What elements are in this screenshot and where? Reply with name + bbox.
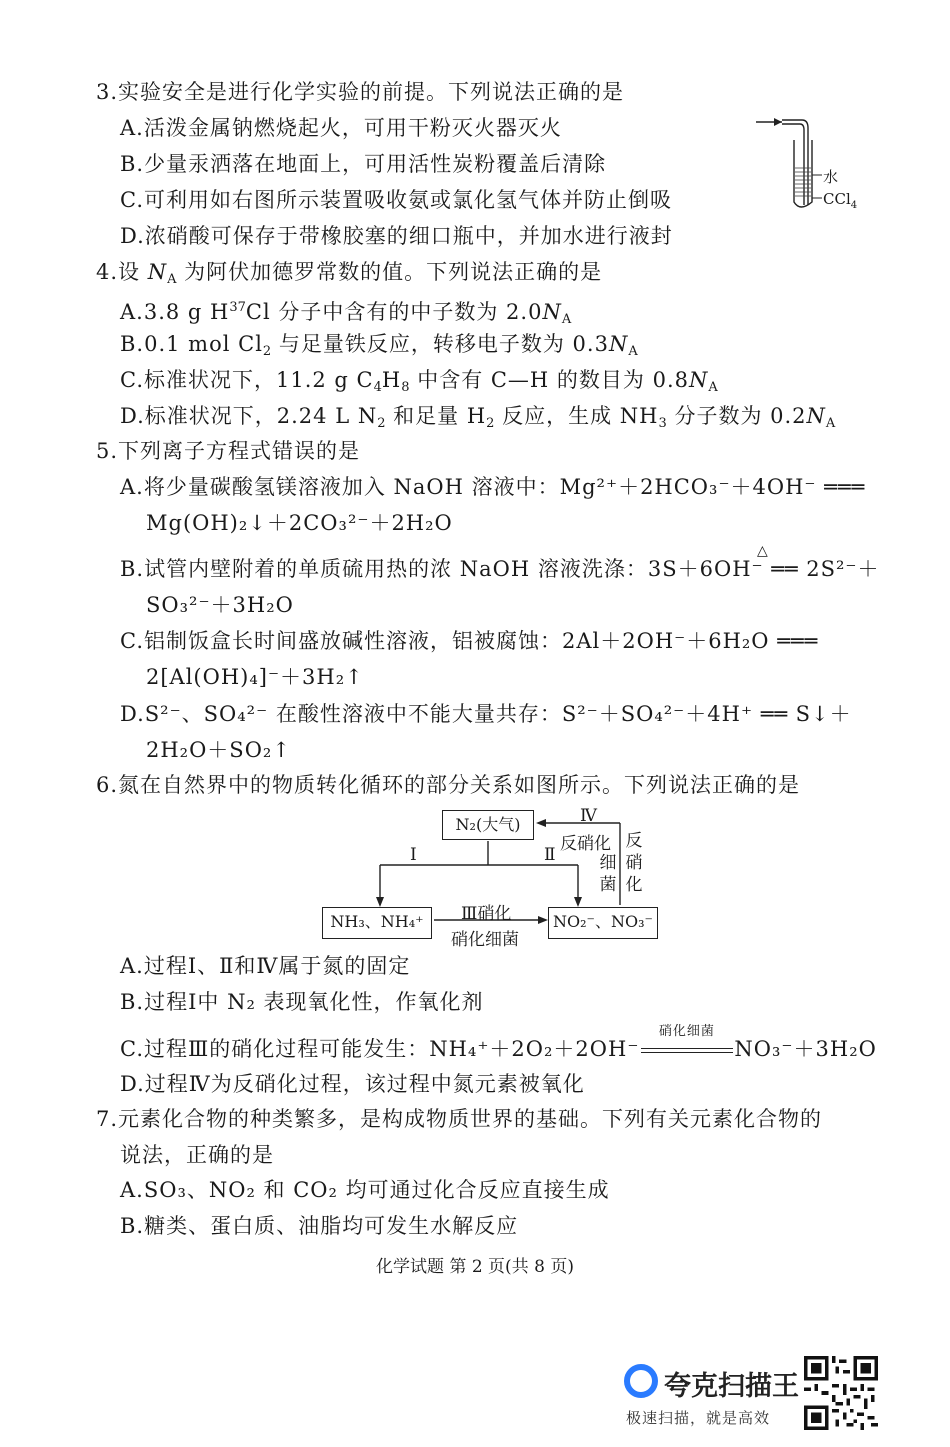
label-water: 水: [823, 168, 839, 186]
label-denitrification-vertical: 反硝化: [625, 831, 643, 895]
watermark-brand: 夸克扫描王: [664, 1371, 799, 1402]
q5-option-d-line1: D.S²⁻、SO₄²⁻ 在酸性溶液中不能大量共存：S²⁻＋SO₄²⁻＋4H⁺ ══ S↓＋: [120, 702, 852, 726]
label-process-i: Ⅰ: [410, 845, 417, 865]
q5-option-a-line1: A.将少量碳酸氢镁溶液加入 NaOH 溶液中：Mg²⁺＋2HCO₃⁻＋4OH⁻ ═══: [120, 475, 866, 499]
label-nitrifying-bacteria: 硝化细菌: [451, 930, 519, 950]
watermark-slogan: 极速扫描，就是高效: [626, 1409, 771, 1427]
q6-option-c: C.过程Ⅲ的硝化过程可能发生：NH₄⁺＋2O₂＋2OH⁻ 硝化细菌 NO₃⁻＋3H₂O: [120, 1024, 877, 1061]
q5-option-d-line2: 2H₂O＋SO₂↑: [146, 738, 291, 762]
label-process-iii: Ⅲ硝化: [461, 904, 512, 924]
scanner-logo-icon: [624, 1364, 658, 1398]
q6-stem: 6.氮在自然界中的物质转化循环的部分关系如图所示。下列说法正确的是: [96, 773, 801, 797]
box-no: NO₂⁻、NO₃⁻: [548, 907, 658, 939]
label-process-ii: Ⅱ: [544, 845, 556, 865]
q6-option-b: B.过程Ⅰ中 N₂ 表现氧化性，作氧化剂: [120, 990, 484, 1014]
label-bacteria: 细菌: [599, 853, 617, 895]
reaction-arrow: 硝化细菌: [639, 1036, 734, 1062]
qr-code-icon: [804, 1356, 878, 1430]
q5-option-a-line2: Mg(OH)₂↓＋2CO₃²⁻＋2H₂O: [146, 511, 453, 535]
q3-option-a: A.活泼金属钠燃烧起火，可用干粉灭火器灭火: [120, 116, 562, 140]
q5-option-c-line1: C.铝制饭盒长时间盛放碱性溶液，铝被腐蚀：2Al＋2OH⁻＋6H₂O ═══: [120, 629, 819, 653]
q7-option-b: B.糖类、蛋白质、油脂均可发生水解反应: [120, 1214, 519, 1238]
q7-option-a: A.SO₃、NO₂ 和 CO₂ 均可通过化合反应直接生成: [120, 1178, 610, 1202]
q4-option-d: D.标准状况下，2.24 L $N_2$ 和足量 $H_2$ 反应，生成 $NH_3$ 分子数为 $0.2N_A$: [120, 404, 836, 431]
q4-option-a: A.3.8 g $H^{37}Cl$ 分子中含有的中子数为 $2.0N_A$: [120, 300, 572, 327]
q5-option-b-line2: SO₃²⁻＋3H₂O: [146, 593, 294, 617]
box-n2: N₂(大气): [442, 810, 534, 840]
q5-option-b-line1: B.试管内壁附着的单质硫用热的浓 NaOH 溶液洗涤：3S＋6OH⁻ ══ 2S²⁻＋: [120, 557, 880, 581]
q3-option-b: B.少量汞洒落在地面上，可用活性炭粉覆盖后清除: [120, 152, 607, 176]
q6-option-a: A.过程Ⅰ、Ⅱ和Ⅳ属于氮的固定: [120, 954, 411, 978]
q7-stem-line2: 说法，正确的是: [120, 1143, 274, 1167]
q5-option-c-line2: 2[Al(OH)₄]⁻＋3H₂↑: [146, 665, 364, 689]
label-denitrification: 反硝化: [560, 834, 611, 854]
q4-option-c: C.标准状况下，11.2 g $C_4H_8$ 中含有 C—H 的数目为 $0.8N_A$: [120, 368, 718, 395]
label-process-iv: Ⅳ: [580, 806, 597, 826]
label-ccl4: CCl$_4$: [823, 190, 858, 211]
q3-stem: 3.实验安全是进行化学实验的前提。下列说法正确的是: [96, 80, 625, 104]
q4-option-b: B.0.1 mol $Cl_2$ 与足量铁反应，转移电子数为 $0.3N_A$: [120, 332, 638, 359]
q3-option-d: D.浓硝酸可保存于带橡胶塞的细口瓶中，并加水进行液封: [120, 224, 673, 248]
page-footer: 化学试题 第 2 页(共 8 页): [376, 1257, 574, 1277]
q4-stem: 4.设 $N_A$ 为阿伏加德罗常数的值。下列说法正确的是: [96, 260, 603, 287]
q5-stem: 5.下列离子方程式错误的是: [96, 439, 361, 463]
q6-option-d: D.过程Ⅳ为反硝化过程，该过程中氮元素被氧化: [120, 1072, 585, 1096]
box-nh: NH₃、NH₄⁺: [322, 907, 432, 939]
q5-b-delta: △: [757, 543, 768, 559]
q3-option-c: C.可利用如右图所示装置吸收氨或氯化氢气体并防止倒吸: [120, 188, 672, 212]
q7-stem-line1: 7.元素化合物的种类繁多，是构成物质世界的基础。下列有关元素化合物的: [96, 1107, 823, 1131]
